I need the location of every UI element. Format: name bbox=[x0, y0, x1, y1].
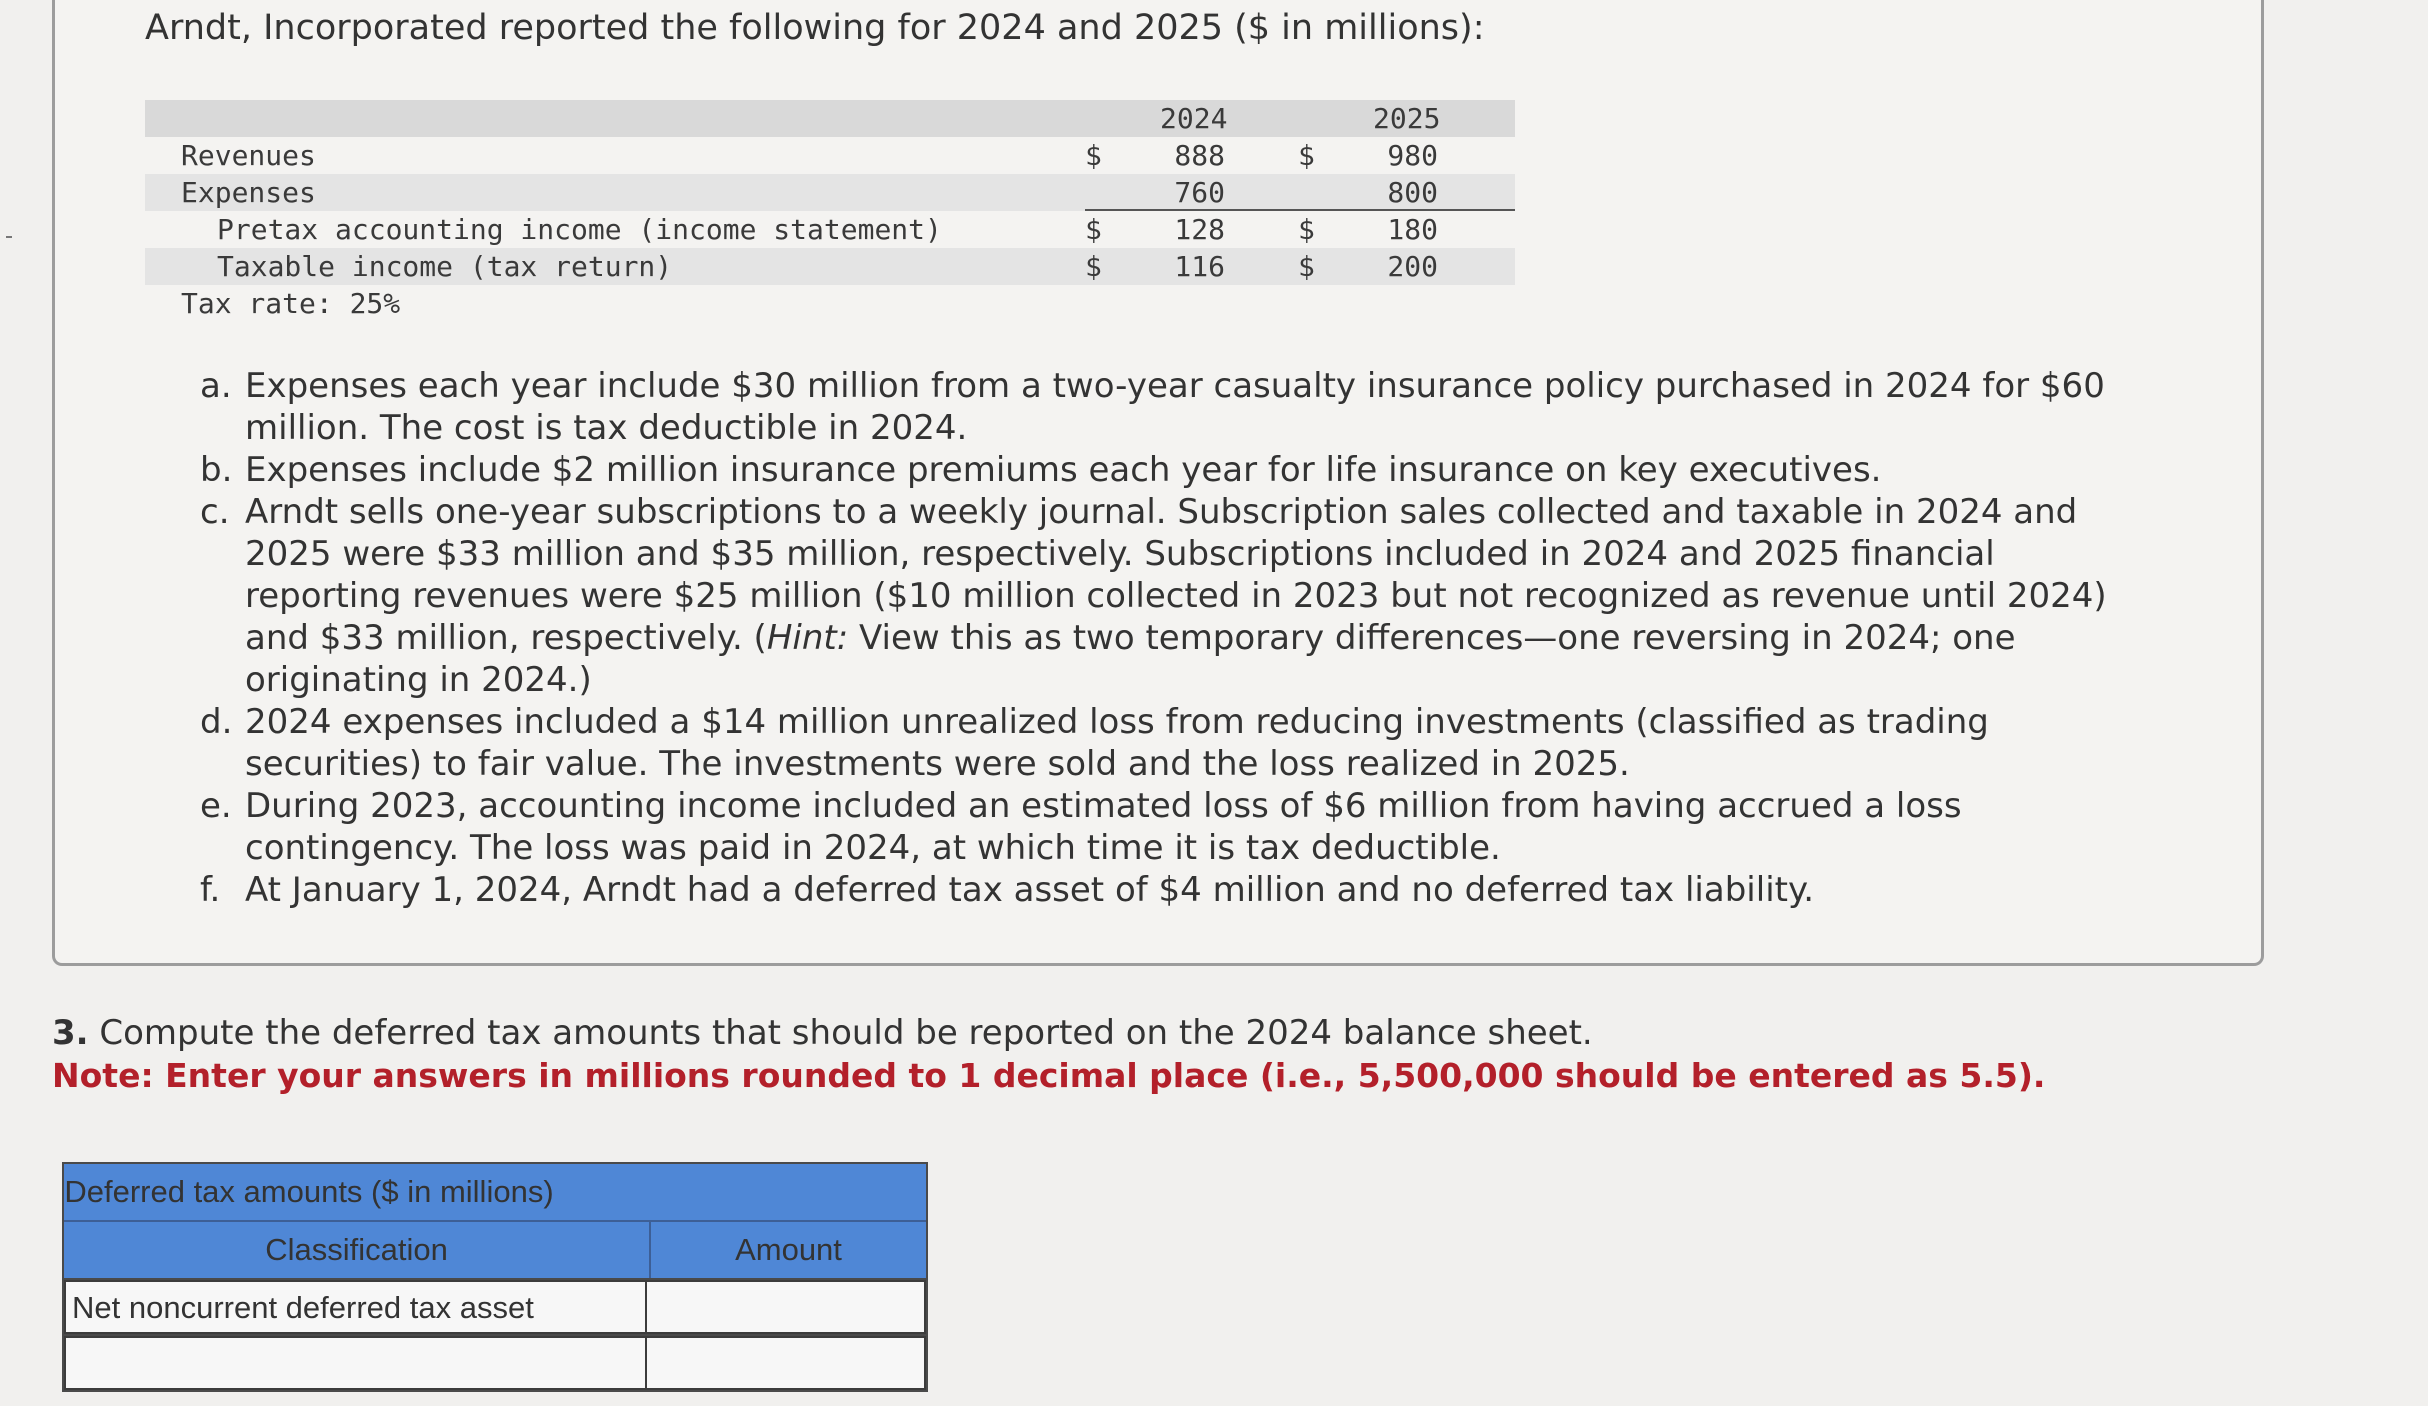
note-a bbox=[200, 365, 2160, 449]
amount: 760 bbox=[1174, 176, 1225, 209]
note-text: Expenses include $2 million insurance premiums each year for life insurance on key executives. bbox=[245, 450, 1882, 490]
edge-mark bbox=[6, 236, 12, 238]
amount-input-1[interactable] bbox=[647, 1283, 924, 1333]
value-2024-expenses bbox=[1085, 174, 1225, 211]
header-amount: Amount bbox=[735, 1232, 842, 1267]
answer-row-1 bbox=[64, 1278, 926, 1334]
answer-table bbox=[62, 1162, 928, 1392]
header-2024: 2024 bbox=[1160, 102, 1228, 135]
question-text: Compute the deferred tax amounts that should be reported on the 2024 balance sheet. bbox=[88, 1013, 1593, 1053]
note-letter: a. bbox=[200, 366, 232, 406]
value-2024-revenues bbox=[1085, 137, 1225, 174]
note-letter: f. bbox=[200, 870, 221, 910]
note-text: Expenses each year include $30 million from a two-year casualty insurance policy purchased in 2024 for $60 million. The cost is tax deductible in 2024. bbox=[245, 366, 2105, 448]
header-2025: 2025 bbox=[1373, 102, 1441, 135]
amount-cell-2 bbox=[647, 1336, 926, 1390]
answer-table-title bbox=[64, 1164, 926, 1222]
value-2025-expenses bbox=[1298, 174, 1438, 211]
label-expenses: Expenses bbox=[181, 176, 316, 209]
note-b bbox=[200, 449, 2160, 491]
amount: 116 bbox=[1174, 250, 1225, 283]
note-text: 2024 expenses included a $14 million unrealized loss from reducing investments (classified as trading securities) to fair value. The investments were sold and the loss realized in 2025. bbox=[245, 702, 1989, 784]
sign: $ bbox=[1298, 213, 1315, 246]
answer-table-title-text: Deferred tax amounts ($ in millions) bbox=[64, 1174, 554, 1209]
value-2024-pretax bbox=[1085, 211, 1225, 248]
note-text: During 2023, accounting income included an estimated loss of $6 million from having accrued a loss contingency. The loss was paid in 2024, at which time it is tax deductible. bbox=[245, 786, 1962, 868]
answer-table-header bbox=[64, 1222, 926, 1278]
row-pretax-income bbox=[145, 211, 1515, 248]
financial-table-header bbox=[145, 100, 1515, 137]
sign: $ bbox=[1085, 213, 1102, 246]
sign: $ bbox=[1085, 250, 1102, 283]
note-text: At January 1, 2024, Arndt had a deferred tax asset of $4 million and no deferred tax liability. bbox=[245, 870, 1815, 910]
note-letter: e. bbox=[200, 786, 232, 826]
label-pretax-income: Pretax accounting income (income statement) bbox=[217, 213, 942, 246]
label-taxable-income: Taxable income (tax return) bbox=[217, 250, 673, 283]
value-2024-taxable bbox=[1085, 248, 1225, 285]
sign: $ bbox=[1298, 139, 1315, 172]
amount: 200 bbox=[1387, 250, 1438, 283]
note-e bbox=[200, 785, 2160, 869]
header-classification: Classification bbox=[64, 1222, 651, 1278]
amount: 800 bbox=[1387, 176, 1438, 209]
row-expenses bbox=[145, 174, 1515, 211]
value-2025-revenues bbox=[1298, 137, 1438, 174]
amount: 180 bbox=[1387, 213, 1438, 246]
sign: $ bbox=[1085, 139, 1102, 172]
question-note: Note: Enter your answers in millions rounded to 1 decimal place (i.e., 5,500,000 should be entered as 5.5). bbox=[52, 1056, 2046, 1095]
amount: 888 bbox=[1174, 139, 1225, 172]
note-text-continued: View this as two temporary differences—one reversing in 2024; one originating in 2024.) bbox=[245, 618, 2016, 700]
notes-list bbox=[200, 365, 2160, 911]
note-letter: c. bbox=[200, 492, 230, 532]
value-2025-taxable bbox=[1298, 248, 1438, 285]
note-letter: b. bbox=[200, 450, 233, 490]
row-tax-rate bbox=[145, 285, 1515, 322]
classification-cell-2[interactable] bbox=[64, 1336, 647, 1390]
tax-rate-text: Tax rate: 25% bbox=[181, 287, 401, 320]
sign: $ bbox=[1298, 250, 1315, 283]
question-number: 3. bbox=[52, 1013, 89, 1053]
question-title bbox=[52, 1013, 1593, 1053]
note-text: Arndt sells one-year subscriptions to a weekly journal. Subscription sales collected and taxable in 2024 and 2025 were $33 million and $35 million, respectively. Subscriptions included in 2024 and 2025 financial reporting revenues were $25 million ($10 million collected in 2023 but not recognized as revenue until 2024) and $33 million, respectively. ( bbox=[245, 492, 2107, 658]
amount: 128 bbox=[1174, 213, 1225, 246]
row-revenues bbox=[145, 137, 1515, 174]
financial-table bbox=[145, 100, 1515, 322]
note-c bbox=[200, 491, 2160, 701]
hint-label: Hint: bbox=[766, 618, 849, 658]
note-letter: d. bbox=[200, 702, 233, 742]
classification-cell-1[interactable]: Net noncurrent deferred tax asset bbox=[64, 1280, 647, 1334]
amount: 980 bbox=[1387, 139, 1438, 172]
amount-cell-1 bbox=[647, 1280, 926, 1334]
answer-row-2 bbox=[64, 1334, 926, 1390]
value-2025-pretax bbox=[1298, 211, 1438, 248]
label-revenues: Revenues bbox=[181, 139, 316, 172]
intro-text: Arndt, Incorporated reported the following for 2024 and 2025 ($ in millions): bbox=[145, 8, 1485, 48]
amount-input-2[interactable] bbox=[647, 1339, 924, 1389]
note-f bbox=[200, 869, 2160, 911]
row-taxable-income bbox=[145, 248, 1515, 285]
note-d bbox=[200, 701, 2160, 785]
